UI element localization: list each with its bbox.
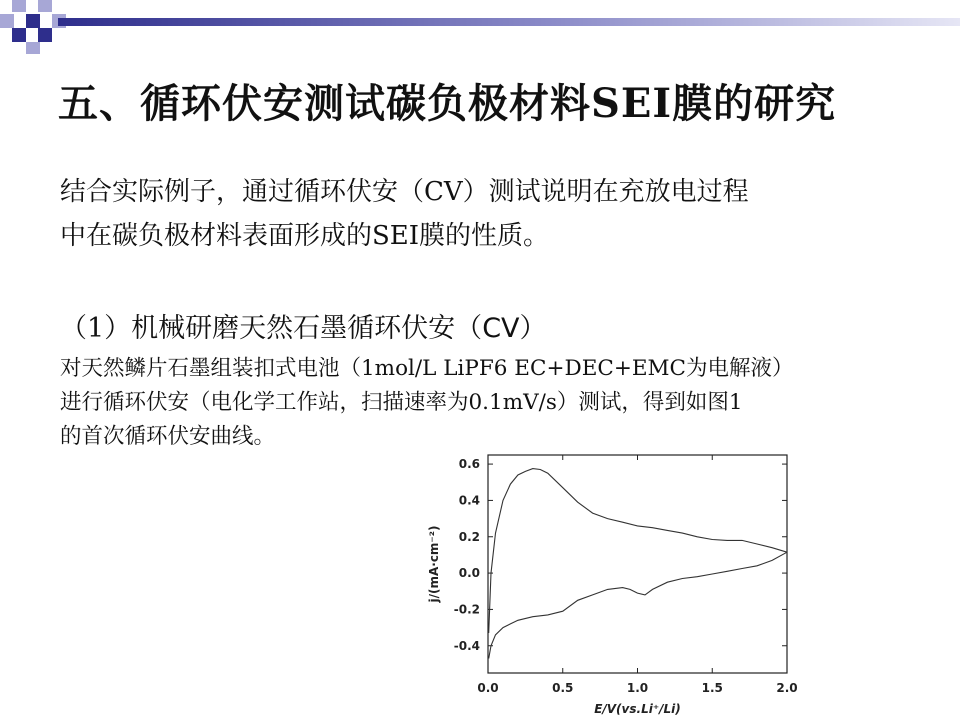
- decor-square: [38, 0, 52, 12]
- decor-square: [12, 0, 26, 12]
- x-tick-label: 2.0: [776, 681, 798, 695]
- x-tick-label: 0.0: [477, 681, 499, 695]
- y-tick-label: 0.2: [458, 529, 480, 544]
- y-tick-label: 0.0: [458, 566, 480, 581]
- intro-paragraph: [60, 170, 749, 258]
- body-paragraph: [60, 352, 794, 454]
- decor-square: [0, 14, 14, 28]
- decor-square: [12, 28, 26, 42]
- x-tick-label: 1.0: [626, 681, 649, 695]
- slide-title: 五、循环伏安测试碳负极材料SEI膜的研究: [58, 80, 837, 127]
- x-tick-label: 1.5: [701, 681, 723, 695]
- y-tick-label: -0.4: [453, 638, 480, 653]
- series-line-cathodic: [489, 552, 787, 658]
- decor-square: [38, 28, 52, 42]
- y-tick-label: 0.4: [458, 493, 480, 508]
- x-axis-label: E/V(vs.Li⁺/Li): [594, 702, 681, 716]
- title-bar-decoration: [0, 0, 960, 60]
- cv-chart: [415, 445, 960, 720]
- body-line: 进行循环伏安（电化学工作站，扫描速率为0.1mV/s）测试，得到如图1: [60, 390, 743, 415]
- intro-line: 结合实际例子，通过循环伏安（CV）测试说明在充放电过程: [60, 177, 749, 207]
- y-axis-label: j/(mA·cm⁻²): [427, 525, 441, 603]
- body-line: 对天然鳞片石墨组装扣式电池（1mol/L LiPF6 EC+DEC+EMC为电解液）: [60, 356, 794, 381]
- y-tick-label: -0.2: [453, 602, 480, 617]
- subheading-cv: CV: [482, 313, 520, 344]
- decor-square: [26, 42, 40, 54]
- series-line-anodic: [489, 469, 787, 633]
- decor-square: [26, 14, 40, 28]
- subheading-close: ）: [519, 313, 547, 344]
- y-tick-label: 0.6: [458, 457, 480, 472]
- subheading: [60, 306, 547, 345]
- decor-gradient-bar: [58, 18, 960, 26]
- body-line: 的首次循环伏安曲线。: [60, 424, 276, 449]
- plot-frame: [488, 455, 787, 673]
- subheading-text: （1）机械研磨天然石墨循环伏安（: [60, 313, 483, 344]
- intro-line: 中在碳负极材料表面形成的SEI膜的性质。: [60, 221, 550, 251]
- x-tick-label: 0.5: [552, 681, 574, 695]
